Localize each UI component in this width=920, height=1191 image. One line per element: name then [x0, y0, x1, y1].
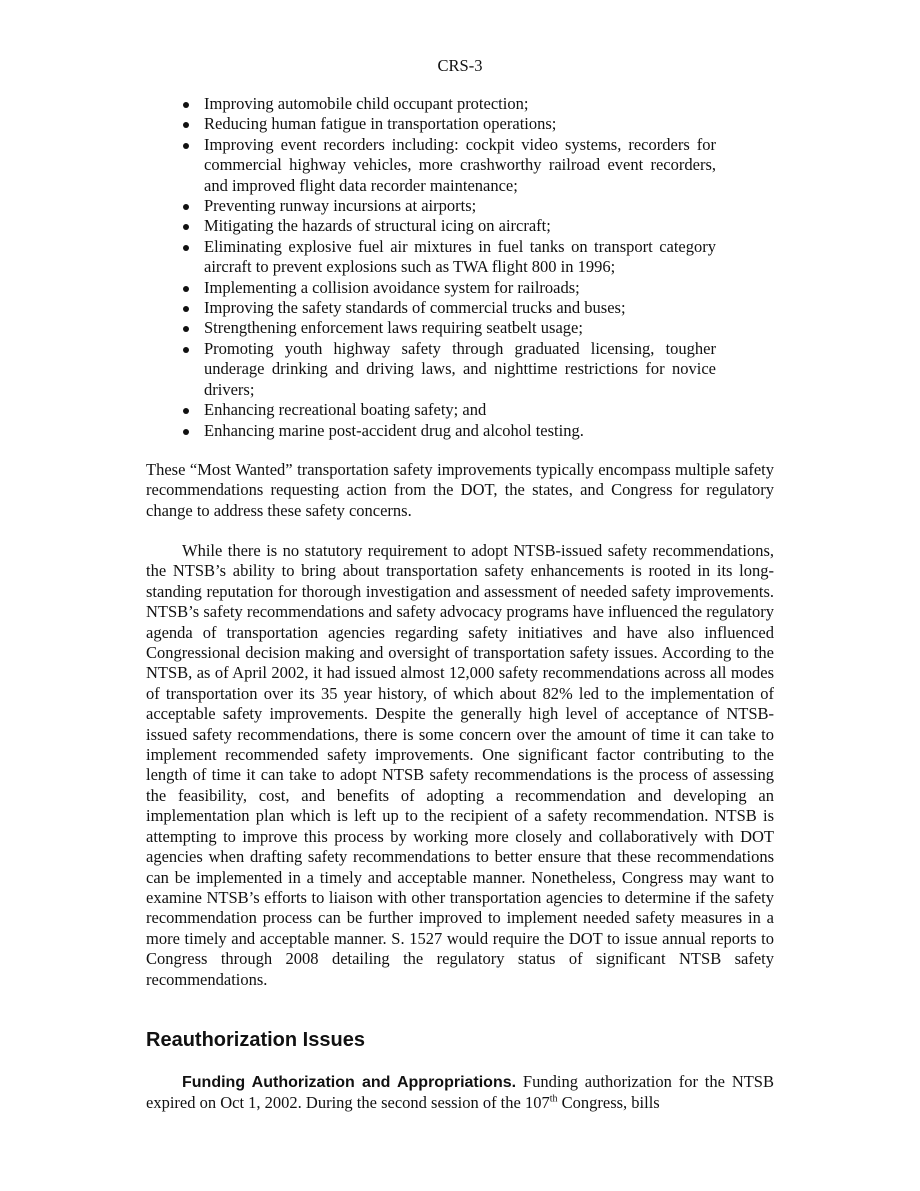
list-item-text: Implementing a collision avoidance system for railroads;	[204, 277, 580, 297]
bullet-icon	[183, 286, 189, 292]
bullet-icon	[183, 102, 189, 108]
bullet-icon	[183, 429, 189, 435]
list-item	[182, 339, 716, 400]
list-item-text: Reducing human fatigue in transportation operations;	[204, 114, 557, 134]
bullet-icon	[183, 408, 189, 414]
section-heading: Reauthorization Issues	[146, 1029, 365, 1051]
list-item	[182, 237, 716, 278]
funding-text: Funding authorization for the NTSB expired on Oct 1, 2002. During the second session of the 107	[146, 1072, 774, 1113]
list-item	[182, 114, 716, 134]
most-wanted-paragraph: These “Most Wanted” transportation safety improvements typically encompass multiple safety recommendations requesting action from the DOT, the states, and Congress for regulatory change to address these safety concerns.	[146, 460, 774, 520]
list-item-text: Enhancing recreational boating safety; and	[204, 400, 487, 420]
bullet-icon	[183, 245, 189, 251]
bullet-icon	[183, 347, 189, 353]
subsection-heading: Funding Authorization and Appropriations.	[182, 1074, 517, 1091]
list-item-text: Promoting youth highway safety through graduated licensing, tougher underage drinking and driving laws, and nighttime restrictions for novice drivers;	[204, 338, 716, 399]
bullet-icon	[183, 306, 189, 312]
list-item-text: Eliminating explosive fuel air mixtures in fuel tanks on transport category aircraft to prevent explosions such as TWA flight 800 in 1996;	[204, 236, 716, 277]
statutory-paragraph: While there is no statutory requirement to adopt NTSB-issued safety recommendations, the NTSB’s ability to bring about transportation safety enhancements is rooted in its long-standing reputation for thorough investigation and assessment of needed safety improvements. NTSB’s safety recommendations and safety advocacy programs have influenced the regulatory agenda of transportation agencies regarding safety initiatives and have also influenced Congressional decision making and oversight of transportation safety issues. According to the NTSB, as of April 2002, it had issued almost 12,000 safety recommendations across all modes of transportation over its 35 year history, of which about 82% led to the implementation of acceptable safety improvements. Despite the generally high level of acceptance of NTSB-issued safety recommendations, there is some concern over the amount of time it can take to implement recommended safety improvements. One significant factor contributing to the length of time it can take to adopt NTSB safety recommendations is the process of assessing the feasibility, cost, and benefits of adopting a recommendation and developing an implementation plan which is left up to the recipient of a safety recommendation. NTSB is attempting to improve this process by working more closely and collaboratively with DOT agencies when drafting safety recommendations to better ensure that these recommendations can be implemented in a timely and acceptable manner. Nonetheless, Congress may want to examine NTSB’s efforts to liaison with other transportation agencies to determine if the safety recommendation process can be further improved to implement needed safety measures in a more timely and acceptable manner. S. 1527 would require the DOT to issue annual reports to Congress through 2008 detailing the regulatory status of significant NTSB safety recommendations.	[146, 541, 774, 989]
ordinal-superscript: th	[549, 1093, 558, 1105]
list-item-text: Mitigating the hazards of structural icing on aircraft;	[204, 216, 551, 236]
list-item	[182, 421, 716, 441]
page-number-header: CRS-3	[437, 56, 483, 75]
bullet-icon	[183, 326, 189, 332]
bullet-icon	[183, 143, 189, 149]
bullet-icon	[183, 204, 189, 210]
list-item	[182, 94, 716, 114]
funding-text-end: Congress, bills	[557, 1093, 660, 1113]
list-item-text: Preventing runway incursions at airports;	[204, 196, 477, 216]
list-item-text: Improving event recorders including: cockpit video systems, recorders for commercial highway vehicles, more crashworthy railroad event recorders, and improved flight data recorder maintenance;	[204, 134, 716, 195]
bullet-icon	[183, 122, 189, 128]
list-item	[182, 298, 716, 318]
list-item-text: Strengthening enforcement laws requiring seatbelt usage;	[204, 318, 583, 338]
list-item	[182, 196, 716, 216]
list-item	[182, 400, 716, 420]
list-item	[182, 216, 716, 236]
funding-paragraph	[146, 1072, 774, 1114]
list-item-text: Improving automobile child occupant protection;	[204, 94, 529, 113]
list-item	[182, 318, 716, 338]
list-item-text: Enhancing marine post-accident drug and alcohol testing.	[204, 420, 584, 440]
bullet-icon	[183, 224, 189, 230]
list-item	[182, 135, 716, 196]
list-item-text: Improving the safety standards of commercial trucks and buses;	[204, 298, 626, 318]
list-item	[182, 278, 716, 298]
most-wanted-list	[182, 94, 716, 441]
